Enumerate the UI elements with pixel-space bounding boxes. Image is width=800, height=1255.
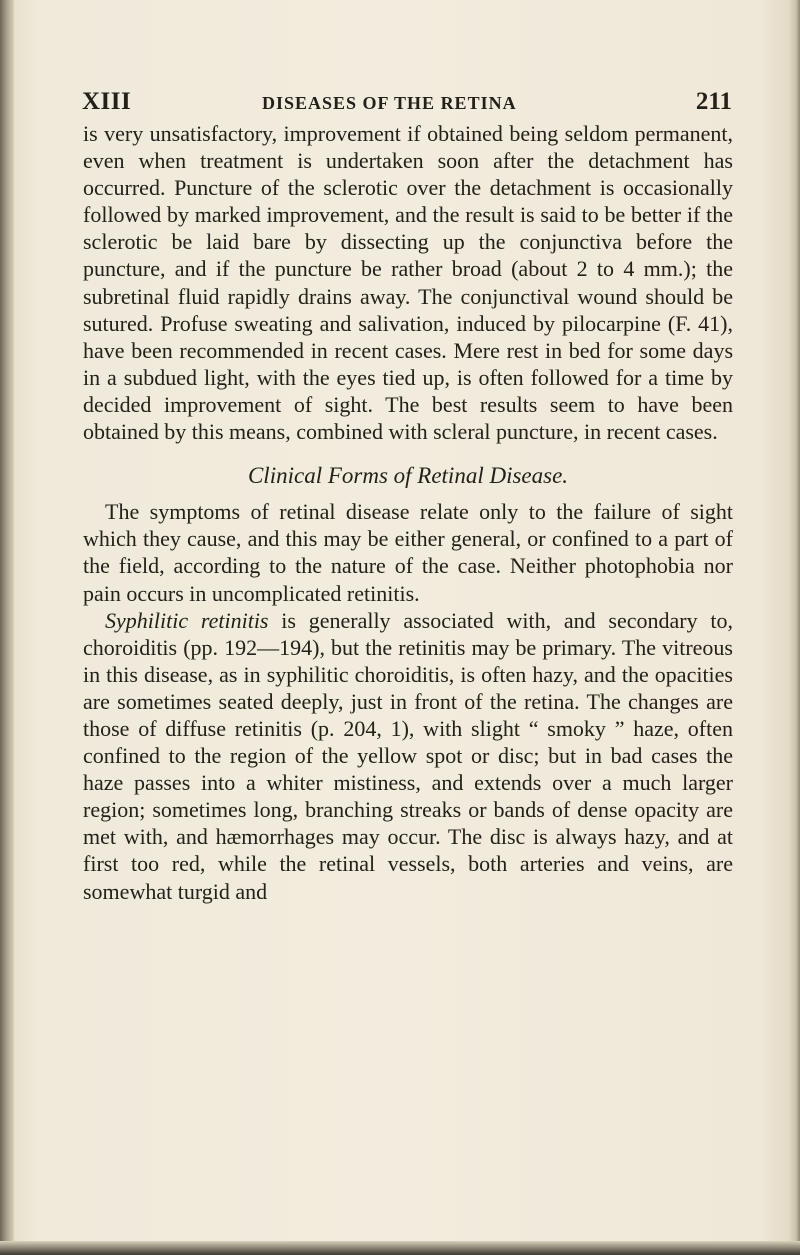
running-head <box>82 88 732 118</box>
paragraph-syphilitic-text: is generally associated with, and secondary to, choroiditis (pp. 192—194), but the retinitis may be primary. The vitreous in this disease, as in syphilitic choroiditis, is often hazy, and the opacities are sometimes seated deeply, just in front of the retina. The changes are those of diffuse retinitis (p. 204, 1), with slight “ smoky ” haze, often confined to the region of the yellow spot or disc; but in bad cases the haze passes into a whiter mistiness, and extends over a much larger region; sometimes long, branching streaks or bands of dense opacity are met with, and hæmorrhages may occur. The disc is always hazy, and at first too red, while the retinal vessels, both arteries and veins, are somewhat turgid and <box>83 607 733 904</box>
chapter-number: XIII <box>82 88 132 115</box>
page-right-edge <box>788 0 800 1255</box>
running-title: DISEASES OF THE RETINA <box>262 93 517 113</box>
term-syphilitic-retinitis: Syphilitic retinitis <box>105 607 269 633</box>
body-text <box>83 120 733 905</box>
page-number: 211 <box>695 88 732 115</box>
paragraph-symptoms: The symptoms of retinal disease relate only to the failure of sight which they cause, and this may be either general, or confined to a part of the field, according to the nature of the case. Neither photophobia nor pain occurs in uncomplicated retinitis. <box>83 499 733 606</box>
page-binding-edge <box>0 0 14 1255</box>
section-heading: Clinical Forms of Retinal Disease. <box>247 463 569 489</box>
paragraph-syphilitic-retinitis <box>83 607 733 905</box>
paragraph-continued: is very unsatisfactory, improvement if obtained being seldom permanent, even when treatment is undertaken soon after the detachment has occurred. Puncture of the sclerotic over the detachment is occasionally followed by marked improvement, and the result is said to be better if the sclerotic be laid bare by dissecting up the conjunctiva before the puncture, and if the puncture be rather broad (about 2 to 4 mm.); the subretinal fluid rapidly drains away. The conjunctival wound should be sutured. Profuse sweating and salivation, induced by pilocarpine (F. 41), have been recommended in recent cases. Mere rest in bed for some days in a subdued light, with the eyes tied up, is often followed for a time by decided improvement of sight. The best results seem to have been obtained by this means, combined with scleral puncture, in recent cases. <box>83 121 733 445</box>
page-bottom-edge <box>0 1241 800 1255</box>
